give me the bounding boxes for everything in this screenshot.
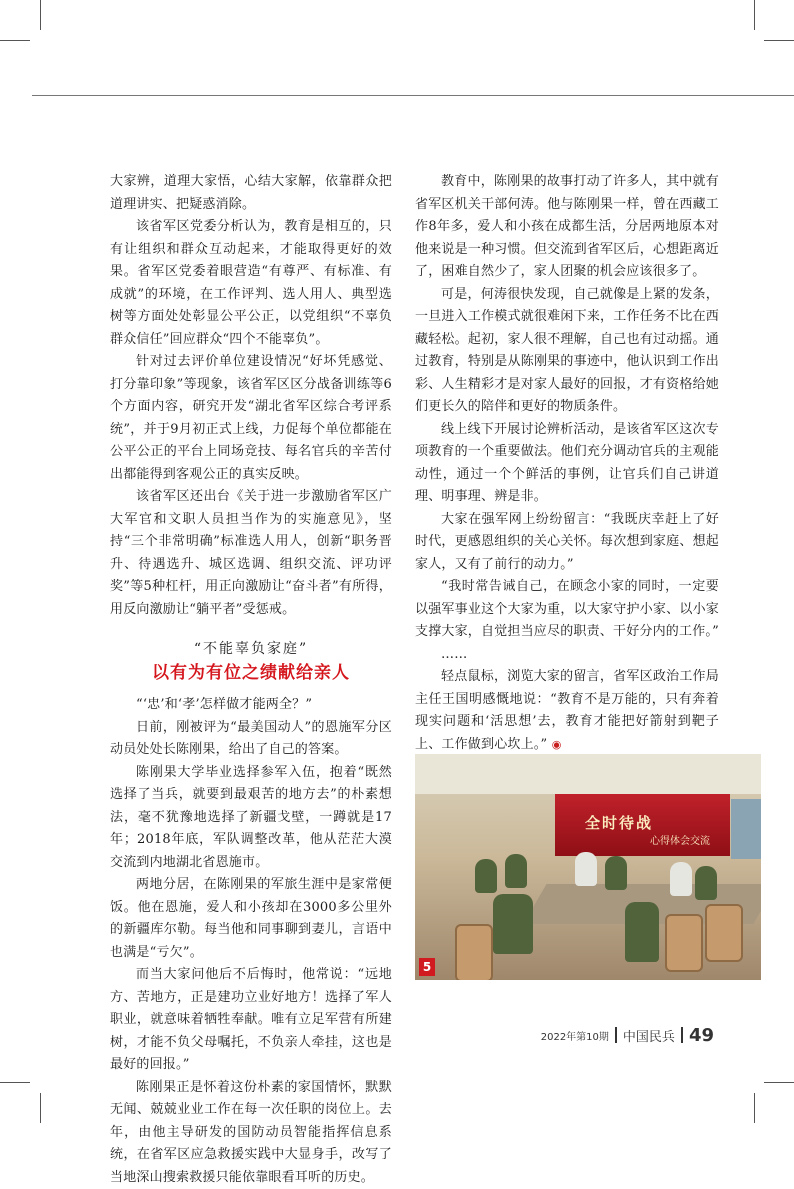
photo-person <box>575 852 597 886</box>
meeting-photo <box>415 754 761 980</box>
paragraph: …… <box>415 644 719 667</box>
paragraph: 两地分居，在陈刚果的军旅生涯中是家常便饭。他在恩施，爱人和小孩却在3000多公里外的新疆库尔勒。每当他和同事聊到妻儿，言语中也满是“亏欠”。 <box>110 874 392 964</box>
section-heading-line2: 以有为有位之绩献给亲人 <box>110 660 392 686</box>
photo-person <box>695 866 717 900</box>
photo-chair <box>705 904 743 962</box>
paragraph: 陈刚果正是怀着这份朴素的家国情怀，默默无闻、兢兢业业工作在每一次任职的岗位上。去年，由他主导研发的国防动员智能指挥信息系统，在省军区应急救援实践中大显身手，改写了当地深山搜索救援只能依靠眼看耳听的历史。 <box>110 1077 392 1189</box>
crop-mark <box>764 1082 794 1083</box>
paragraph: 日前，刚被评为“最美国动人”的恩施军分区动员处处长陈刚果，给出了自己的答案。 <box>110 717 392 762</box>
paragraph: 教育中，陈刚果的故事打动了许多人，其中就有省军区机关干部何涛。他与陈刚果一样，曾在西藏工作8年多，爱人和小孩在成都生活，分居两地原本对他来说是一种习惯。但交流到省军区后，心想距离近了，困难自然少了，家人团聚的机会应该很多了。 <box>415 171 719 284</box>
photo-chair <box>665 914 703 972</box>
section-heading-line1: “不能辜负家庭” <box>110 638 392 660</box>
paragraph-last <box>415 666 719 756</box>
crop-mark <box>0 40 30 41</box>
crop-mark <box>754 1093 755 1123</box>
end-mark-icon: ◉ <box>552 738 562 751</box>
photo-person <box>475 859 497 893</box>
photo-person <box>493 894 533 954</box>
paragraph: “我时常告诫自己，在顾念小家的同时，一定要以强军事业这个大家为重，以大家守护小家、以小家支撑大家，自觉担当应尽的职责、干好分内的工作。” <box>415 576 719 644</box>
paragraph: “‘忠’和‘孝’怎样做才能两全？” <box>110 694 392 717</box>
photo-person <box>505 854 527 888</box>
photo-banner-text: 全时待战 <box>585 812 653 833</box>
footer-divider <box>615 1027 617 1043</box>
photo-person <box>670 862 692 896</box>
page-number: 49 <box>689 1025 714 1046</box>
paragraph: 可是，何涛很快发现，自己就像是上紧的发条，一旦进入工作模式就很难闲下来，工作任务不比在西藏轻松。起初，家人很不理解，自己也有过动摇。通过教育，特别是从陈刚果的事迹中，他认识到工作出彩、人生精彩才是对家人最好的回报，才有资格给她们更长久的陪伴和更好的物质条件。 <box>415 284 719 419</box>
section-heading <box>110 638 392 686</box>
crop-mark <box>754 0 755 30</box>
paragraph-text: 轻点鼠标，浏览大家的留言，省军区政治工作局主任王国明感慨地说：“教育不是万能的，只有奔着现实问题和‘活思想’去，教育才能把好箭射到靶子上、工作做到心坎上。” <box>415 669 719 752</box>
page-footer <box>541 1026 714 1044</box>
photo-person <box>625 902 659 962</box>
header-rule <box>32 95 794 96</box>
crop-mark <box>40 0 41 30</box>
paragraph: 陈刚果大学毕业选择参军入伍，抱着“既然选择了当兵，就要到最艰苦的地方去”的朴素想法，毫不犹豫地选择了新疆戈壁，一蹲就是17年；2018年底，军队调整改革，他从茫茫大漠交流到内地湖北省恩施市。 <box>110 762 392 875</box>
photo-chair <box>455 924 493 980</box>
paragraph: 该省军区党委分析认为，教育是相互的，只有让组织和群众互动起来，才能取得更好的效果。省军区党委着眼营造“有尊严、有标准、有成就”的环境，在工作评判、选人用人、典型选树等方面处处彰显公平公正，以党组织“不辜负群众信任”回应群众“四个不能辜负”。 <box>110 216 392 351</box>
right-column <box>415 171 719 756</box>
photo-number-tag: 5 <box>419 958 435 976</box>
paragraph: 而当大家问他后不后悔时，他常说：“远地方、苦地方，正是建功立业好地方！选择了军人职业，就意味着牺牲奉献。唯有立足军营有所建树，才能不负父母嘱托，不负亲人牵挂，这也是最好的回报。” <box>110 964 392 1077</box>
paragraph: 大家在强军网上纷纷留言：“我既庆幸赶上了好时代，更感恩组织的关心关怀。每次想到家庭、想起家人，又有了前行的动力。” <box>415 509 719 577</box>
issue-label: 2022年第10期 <box>541 1028 609 1043</box>
crop-mark <box>40 1093 41 1123</box>
left-column <box>110 171 392 1189</box>
paragraph: 该省军区还出台《关于进一步激励省军区广大军官和文职人员担当作为的实施意见》，坚持“三个非常明确”标准选人用人，创新“职务晋升、待遇选升、城区选调、组织交流、评功评奖”等5种杠杆，用正向激励让“奋斗者”有所得，用反向激励让“躺平者”受惩戒。 <box>110 486 392 621</box>
paragraph: 线上线下开展讨论辨析活动，是该省军区这次专项教育的一个重要做法。他们充分调动官兵的主观能动性，通过一个个鲜活的事例，让官兵们自己讲道理、明事理、辨是非。 <box>415 419 719 509</box>
footer-divider <box>681 1027 683 1043</box>
crop-mark <box>764 40 794 41</box>
magazine-name: 中国民兵 <box>623 1026 675 1045</box>
photo-window <box>731 799 761 859</box>
photo-person <box>605 856 627 890</box>
photo-ceiling <box>415 754 761 794</box>
paragraph: 针对过去评价单位建设情况“好坏凭感觉、打分靠印象”等现象，该省军区区分战备训练等6个方面内容，研究开发“湖北省军区综合考评系统”，并于9月初正式上线，力促每个单位都能在公平公正的平台上同场竞技、每名官兵的辛苦付出都能得到客观公正的真实反映。 <box>110 351 392 486</box>
crop-mark <box>0 1082 30 1083</box>
paragraph: 大家辨，道理大家悟，心结大家解，依靠群众把道理讲实、把疑惑消除。 <box>110 171 392 216</box>
photo-banner-subtext: 心得体会交流 <box>650 832 710 847</box>
